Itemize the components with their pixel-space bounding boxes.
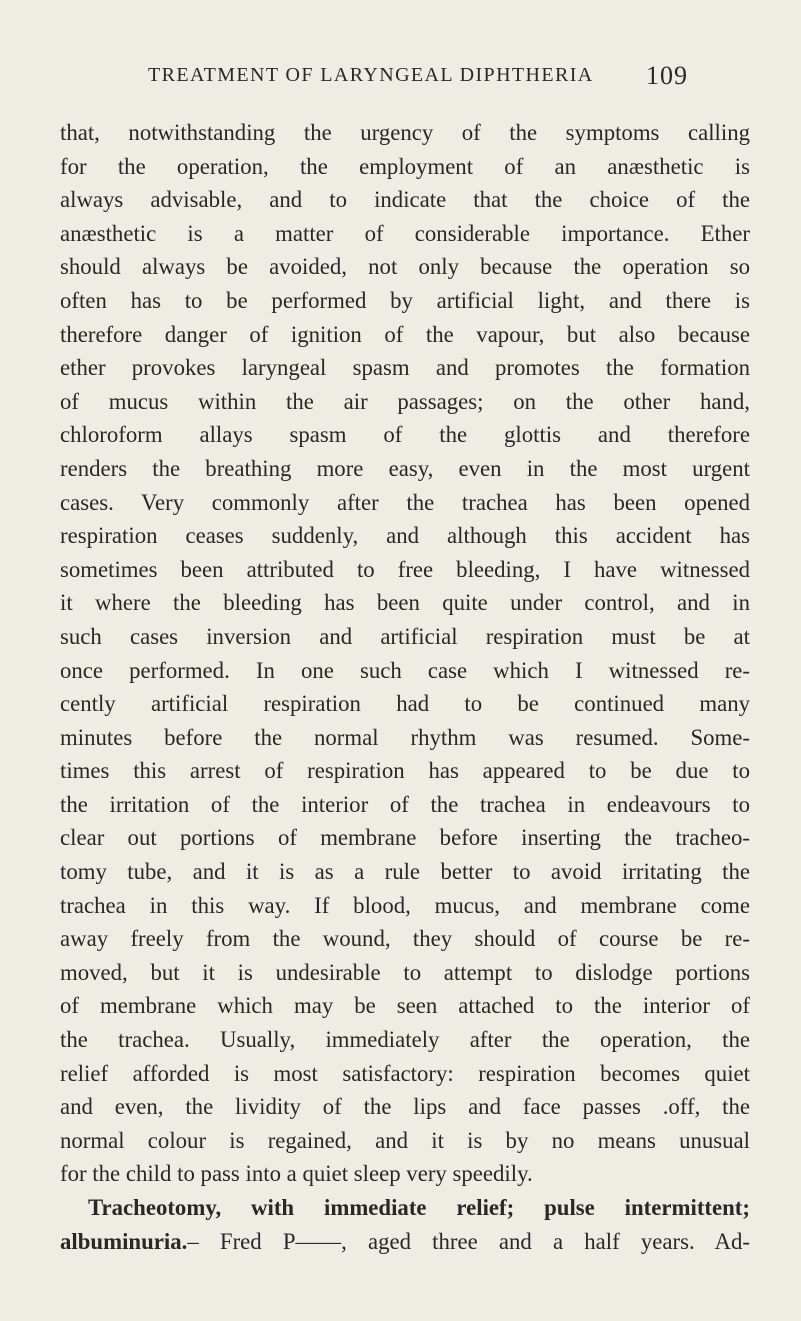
case-heading-bold: albuminuria. xyxy=(60,1228,188,1254)
text-line: for the child to pass into a quiet sleep very speedily. xyxy=(60,1161,533,1187)
text-line: that, notwithstanding the urgency of the symptoms calling xyxy=(60,120,750,145)
text-line: sometimes been attributed to free bleeding, I have witnessed xyxy=(60,556,750,582)
text-line: renders the breathing more easy, even in the most urgent xyxy=(60,455,750,481)
text-line: often has to be performed by artificial light, and there is xyxy=(60,287,750,313)
text-line: minutes before the normal rhythm was resumed. Some- xyxy=(60,724,750,750)
text-line: away freely from the wound, they should of course be re- xyxy=(60,926,750,952)
text-line: tomy tube, and it is as a rule better to avoid irritating the xyxy=(60,859,750,885)
text-line: therefore danger of ignition of the vapour, but also because xyxy=(60,321,750,347)
case-heading-rest: – Fred P——, aged three and a half years. Ad- xyxy=(187,1228,750,1254)
text-line: relief afforded is most satisfactory: respiration becomes quiet xyxy=(60,1060,750,1086)
text-line: trachea in this way. If blood, mucus, and membrane come xyxy=(60,892,750,918)
text-line: the irritation of the interior of the trachea in endeavours to xyxy=(60,791,750,817)
body-text xyxy=(60,116,750,1258)
text-line: cases. Very commonly after the trachea has been opened xyxy=(60,489,750,515)
text-line: ether provokes laryngeal spasm and promotes the formation xyxy=(60,355,750,381)
text-line: cently artificial respiration had to be continued many xyxy=(60,691,750,717)
text-line: of mucus within the air passages; on the other hand, xyxy=(60,388,750,414)
page-number: 109 xyxy=(646,61,688,90)
case-heading-line xyxy=(60,1225,750,1259)
text-line: of membrane which may be seen attached to the interior of xyxy=(60,993,750,1019)
text-line: once performed. In one such case which I witnessed re- xyxy=(60,657,750,683)
text-line: times this arrest of respiration has appeared to be due to xyxy=(60,758,750,784)
text-line: clear out portions of membrane before inserting the tracheo- xyxy=(60,825,750,851)
text-line: always advisable, and to indicate that the choice of the xyxy=(60,187,750,213)
case-report-paragraph xyxy=(60,1191,750,1258)
text-line: anæsthetic is a matter of considerable importance. Ether xyxy=(60,220,750,246)
text-line: normal colour is regained, and it is by no means unusual xyxy=(60,1127,750,1153)
running-title: TREATMENT OF LARYNGEAL DIPHTHERIA xyxy=(148,64,594,86)
text-line: respiration ceases suddenly, and although this accident has xyxy=(60,523,750,549)
text-line: moved, but it is undesirable to attempt to dislodge portions xyxy=(60,959,750,985)
paragraph xyxy=(60,116,750,1191)
text-line: the trachea. Usually, immediately after the operation, the xyxy=(60,1027,750,1053)
text-line: for the operation, the employment of an anæsthetic is xyxy=(60,153,750,179)
text-line: and even, the lividity of the lips and face passes .off, the xyxy=(60,1094,750,1120)
running-head xyxy=(148,61,688,94)
text-line: should always be avoided, not only because the operation so xyxy=(60,254,750,280)
case-heading-line: Tracheotomy, with immediate relief; pulse intermittent; xyxy=(88,1195,750,1220)
text-line: such cases inversion and artificial respiration must be at xyxy=(60,623,750,649)
text-line: it where the bleeding has been quite under control, and in xyxy=(60,590,750,616)
text-line: chloroform allays spasm of the glottis and therefore xyxy=(60,422,750,448)
